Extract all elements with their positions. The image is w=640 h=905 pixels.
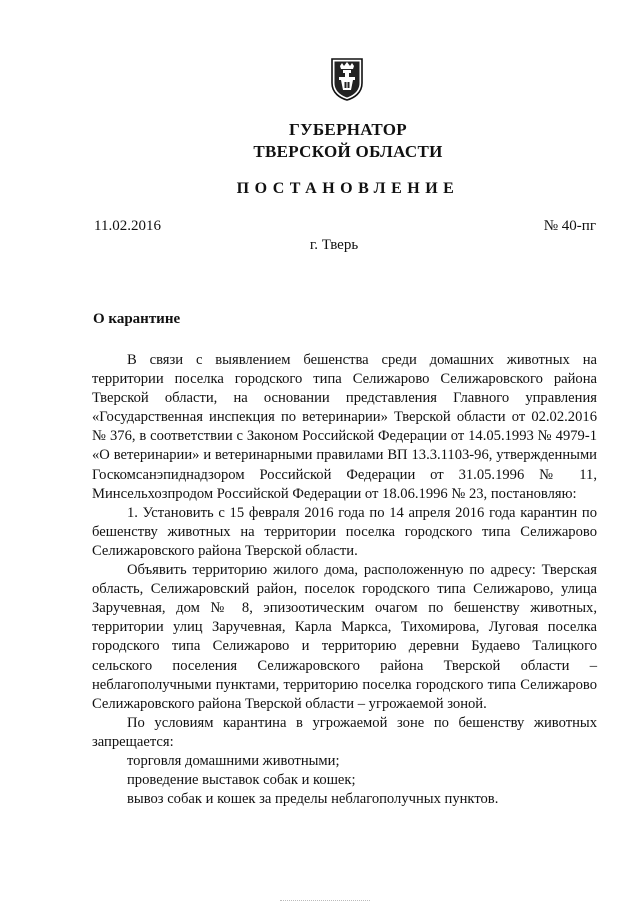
scan-artifact: [280, 899, 370, 901]
document-body: [92, 351, 597, 809]
body-paragraph: Объявить территорию жилого дома, расположенную по адресу: Тверская область, Селижаровский район, поселок городского типа Селижарово, улица Заручевная, дом № 8, эпизоотическим очагом по бешенству животных, территории улиц Заручевная, Карла Маркса, Тихомирова, Луговая поселка городского типа Селижарово и территорию деревни Будаево Талицкого сельского поселения Селижаровского района Тверской области – неблагополучными пунктами, территорию поселка городского типа Селижарово Селижаровского района Тверской области – угрожаемой зоной.: [92, 562, 597, 712]
list-item: проведение выставок собак и кошек;: [127, 772, 356, 789]
document-type: ПОСТАНОВЛЕНИЕ: [236, 180, 460, 197]
tver-coat-of-arms-icon: [330, 57, 364, 101]
body-paragraph: 1. Установить с 15 февраля 2016 года по 14 апреля 2016 года карантин по бешенству животных на территории поселка городского типа Селижарово Селижаровского района Тверской области.: [92, 504, 597, 559]
list-item: вывоз собак и кошек за пределы неблагополучных пунктов.: [127, 791, 499, 808]
document-number: № 40-пг: [543, 218, 596, 234]
document-subject: О карантине: [93, 311, 181, 327]
authority-region: ТВЕРСКОЙ ОБЛАСТИ: [253, 142, 443, 161]
document-city: г. Тверь: [309, 237, 359, 253]
authority-title: ГУБЕРНАТОР: [289, 120, 407, 139]
body-paragraph: По условиям карантина в угрожаемой зоне по бешенству животных запрещается:: [92, 714, 597, 750]
document-date: 11.02.2016: [94, 218, 161, 234]
list-item: торговля домашними животными;: [127, 752, 340, 769]
body-paragraph: В связи с выявлением бешенства среди домашних животных на территории поселка городского типа Селижарово Селижаровского района Тверской области, на основании представления Главного управления «Государственная инспекция по ветеринарии» Тверской области от 02.02.2016 № 376, в соответствии с Законом Российской Федерации от 14.05.1993 № 4979-1 «О ветеринарии» и ветеринарными правилами ВП 13.3.1103-96, утвержденными Госкомсанэпиднадзором Российской Федерации от 31.05.1996 № 11, Минсельхозпродом Российской Федерации от 18.06.1996 № 23, постановляю:: [92, 352, 597, 502]
